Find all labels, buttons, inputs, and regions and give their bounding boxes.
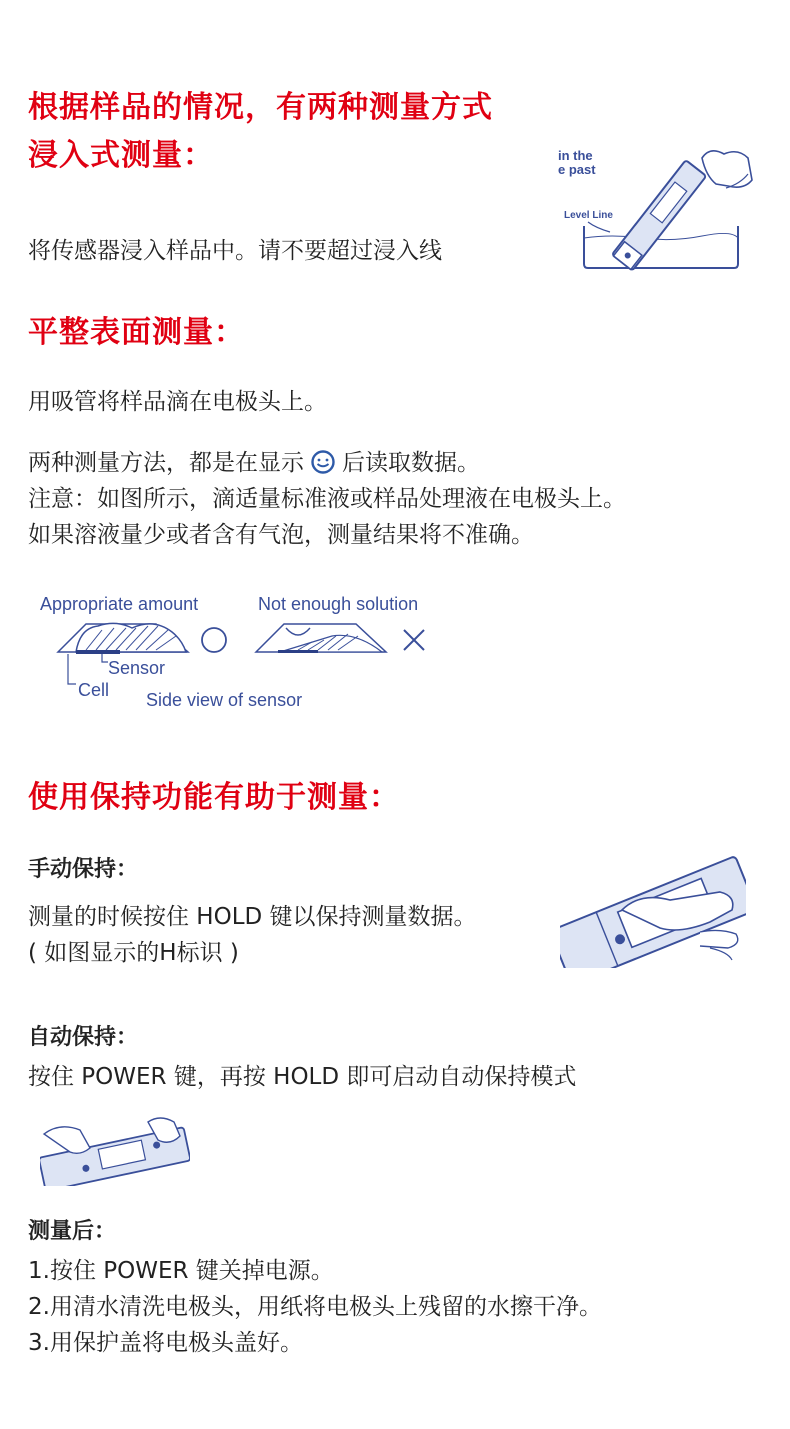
bubble-warning-text: 如果溶液量少或者含有气泡，测量结果将不准确。 — [28, 522, 534, 548]
reading-text-a: 两种测量方法，都是在显示 — [28, 450, 304, 476]
label-appropriate-amount: Appropriate amount — [40, 594, 199, 614]
label-cell: Cell — [78, 680, 110, 700]
auto-hold-figure — [40, 1112, 190, 1186]
fig-label-past: e past — [558, 162, 596, 177]
side-view-figure — [36, 588, 476, 714]
auto-hold-text: 按住 POWER 键，再按 HOLD 即可启动自动保持模式 — [28, 1064, 577, 1090]
reading-text-b: 后读取数据。 — [342, 450, 480, 476]
after-step-2: 2.用清水清洗电极头，用纸将电极头上残留的水擦干净。 — [28, 1294, 602, 1320]
flat-surface-heading: 平整表面测量： — [28, 315, 245, 350]
immersion-heading: 浸入式测量： — [28, 138, 214, 173]
manual-hold-note: ( 如图显示的H标识 ) — [28, 940, 239, 966]
manual-hold-figure — [560, 852, 746, 968]
hold-function-heading: 使用保持功能有助于测量： — [28, 780, 400, 815]
label-sensor: Sensor — [108, 658, 166, 678]
reading-instruction — [28, 446, 480, 484]
manual-hold-text: 测量的时候按住 HOLD 键以保持测量数据。 — [28, 904, 477, 930]
good-mark-icon — [202, 628, 226, 652]
fig-label-in-the: in the — [558, 148, 593, 163]
immersion-text: 将传感器浸入样品中。请不要超过浸入线 — [28, 238, 442, 264]
after-step-1: 1.按住 POWER 键关掉电源。 — [28, 1258, 334, 1284]
immersion-figure — [552, 140, 762, 272]
label-side-view: Side view of sensor — [146, 690, 303, 710]
note-text: 注意：如图所示，滴适量标准液或样品处理液在电极头上。 — [28, 486, 626, 512]
fig-label-level-line: Level Line — [564, 210, 613, 221]
label-not-enough: Not enough solution — [258, 594, 419, 614]
after-measurement-title: 测量后： — [28, 1219, 117, 1244]
bad-mark-icon — [404, 630, 424, 650]
smiley-face-icon — [308, 450, 338, 484]
flat-surface-text: 用吸管将样品滴在电极头上。 — [28, 389, 327, 415]
after-step-3: 3.用保护盖将电极头盖好。 — [28, 1330, 303, 1356]
auto-hold-title: 自动保持： — [28, 1025, 139, 1050]
manual-hold-title: 手动保持： — [28, 857, 139, 882]
main-heading: 根据样品的情况，有两种测量方式 — [28, 90, 493, 125]
